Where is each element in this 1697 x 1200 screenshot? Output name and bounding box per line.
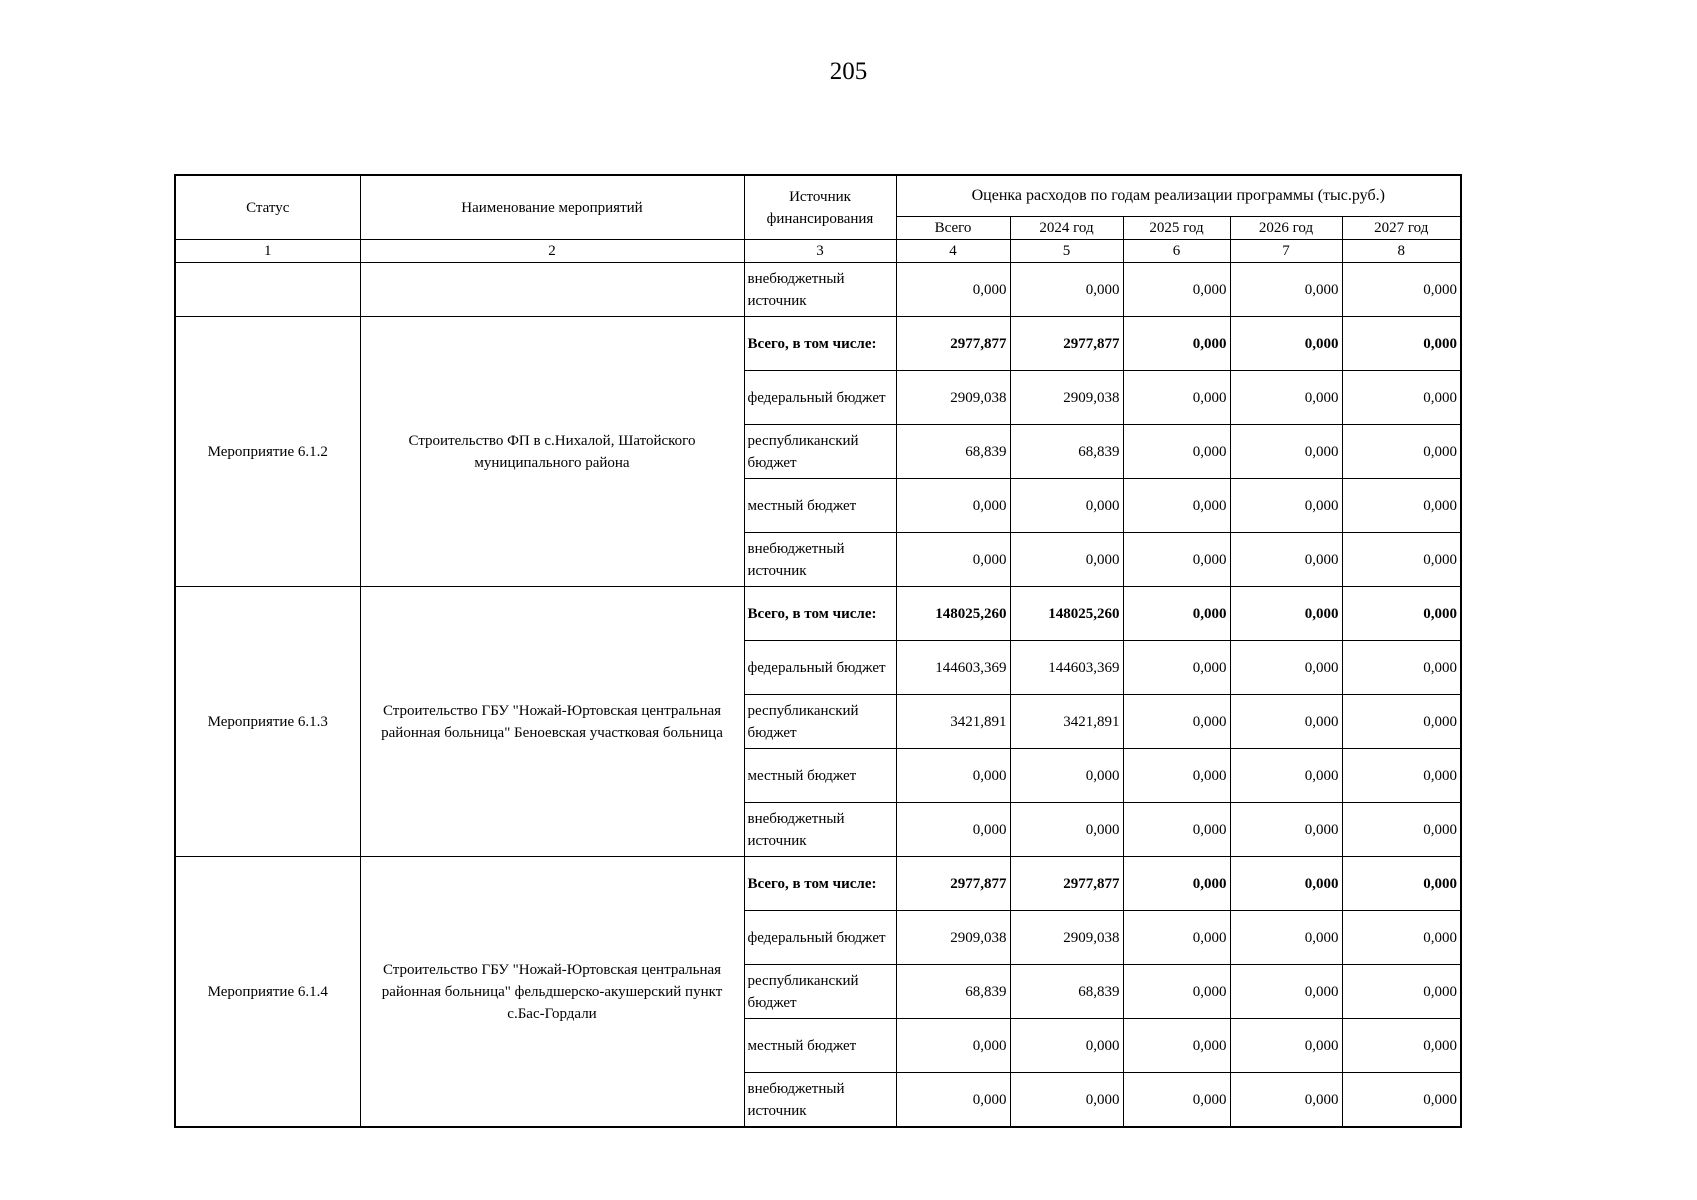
value-cell: 148025,260 [896, 587, 1010, 641]
value-cell: 0,000 [1342, 749, 1461, 803]
value-cell: 0,000 [1342, 263, 1461, 317]
table-row [175, 317, 1461, 371]
status-cell: Мероприятие 6.1.3 [175, 587, 360, 857]
source-cell: Всего, в том числе: [744, 587, 896, 641]
table-row [175, 587, 1461, 641]
value-cell: 0,000 [1123, 857, 1230, 911]
header-2026: 2026 год [1230, 217, 1342, 240]
value-cell: 0,000 [1123, 641, 1230, 695]
value-cell: 0,000 [1342, 317, 1461, 371]
header-status: Статус [175, 175, 360, 240]
value-cell: 0,000 [1230, 641, 1342, 695]
value-cell: 2977,877 [896, 857, 1010, 911]
value-cell: 0,000 [1230, 749, 1342, 803]
name-cell: Строительство ГБУ "Ножай-Юртовская центральная районная больница" фельдшерско-акушерский пункт с.Бас-Гордали [360, 857, 744, 1128]
column-number: 8 [1342, 240, 1461, 263]
value-cell: 148025,260 [1010, 587, 1123, 641]
value-cell: 0,000 [1342, 587, 1461, 641]
status-cell [175, 263, 360, 317]
value-cell: 0,000 [1230, 479, 1342, 533]
budget-table [174, 174, 1462, 1128]
value-cell: 2909,038 [1010, 911, 1123, 965]
value-cell: 0,000 [1342, 533, 1461, 587]
value-cell: 0,000 [1123, 1073, 1230, 1128]
value-cell: 0,000 [1123, 965, 1230, 1019]
name-cell: Строительство ГБУ "Ножай-Юртовская центральная районная больница" Беноевская участковая больница [360, 587, 744, 857]
source-cell: Всего, в том числе: [744, 317, 896, 371]
value-cell: 0,000 [1342, 479, 1461, 533]
value-cell: 68,839 [896, 425, 1010, 479]
column-number: 5 [1010, 240, 1123, 263]
source-cell: республиканский бюджет [744, 965, 896, 1019]
name-cell [360, 263, 744, 317]
header-2025: 2025 год [1123, 217, 1230, 240]
value-cell: 0,000 [1342, 1073, 1461, 1128]
value-cell: 0,000 [1342, 965, 1461, 1019]
source-cell: местный бюджет [744, 1019, 896, 1073]
page-number: 205 [829, 58, 868, 85]
column-number-row [175, 240, 1461, 263]
source-cell: федеральный бюджет [744, 911, 896, 965]
source-cell: федеральный бюджет [744, 371, 896, 425]
value-cell: 0,000 [1342, 425, 1461, 479]
source-cell: внебюджетный источник [744, 533, 896, 587]
value-cell: 2909,038 [1010, 371, 1123, 425]
value-cell: 0,000 [1342, 1019, 1461, 1073]
value-cell: 0,000 [1230, 425, 1342, 479]
value-cell: 0,000 [1230, 587, 1342, 641]
value-cell: 0,000 [896, 263, 1010, 317]
value-cell: 0,000 [1230, 1073, 1342, 1128]
value-cell: 68,839 [896, 965, 1010, 1019]
source-cell: местный бюджет [744, 479, 896, 533]
value-cell: 0,000 [896, 1073, 1010, 1128]
source-cell: внебюджетный источник [744, 803, 896, 857]
header-name: Наименование мероприятий [360, 175, 744, 240]
status-cell: Мероприятие 6.1.2 [175, 317, 360, 587]
value-cell: 0,000 [1342, 857, 1461, 911]
status-cell: Мероприятие 6.1.4 [175, 857, 360, 1128]
header-estimate: Оценка расходов по годам реализации программы (тыс.руб.) [896, 175, 1461, 217]
value-cell: 0,000 [1123, 263, 1230, 317]
value-cell: 0,000 [1123, 911, 1230, 965]
value-cell: 0,000 [896, 803, 1010, 857]
value-cell: 3421,891 [1010, 695, 1123, 749]
value-cell: 0,000 [1010, 803, 1123, 857]
value-cell: 0,000 [1123, 803, 1230, 857]
column-number: 7 [1230, 240, 1342, 263]
value-cell: 0,000 [1342, 695, 1461, 749]
source-cell: внебюджетный источник [744, 1073, 896, 1128]
source-cell: Всего, в том числе: [744, 857, 896, 911]
header-2024: 2024 год [1010, 217, 1123, 240]
value-cell: 2977,877 [1010, 857, 1123, 911]
table-row [175, 857, 1461, 911]
value-cell: 0,000 [1123, 587, 1230, 641]
value-cell: 0,000 [1230, 533, 1342, 587]
name-cell: Строительство ФП в с.Нихалой, Шатойского муниципального района [360, 317, 744, 587]
value-cell: 0,000 [1123, 479, 1230, 533]
value-cell: 0,000 [1010, 749, 1123, 803]
value-cell: 0,000 [896, 479, 1010, 533]
value-cell: 0,000 [1010, 533, 1123, 587]
value-cell: 0,000 [1230, 857, 1342, 911]
header-total: Всего [896, 217, 1010, 240]
value-cell: 0,000 [1230, 803, 1342, 857]
value-cell: 2977,877 [896, 317, 1010, 371]
source-cell: местный бюджет [744, 749, 896, 803]
source-cell: республиканский бюджет [744, 425, 896, 479]
column-number: 1 [175, 240, 360, 263]
value-cell: 0,000 [1230, 695, 1342, 749]
value-cell: 0,000 [1342, 911, 1461, 965]
column-number: 2 [360, 240, 744, 263]
value-cell: 0,000 [896, 1019, 1010, 1073]
column-number: 4 [896, 240, 1010, 263]
value-cell: 68,839 [1010, 965, 1123, 1019]
value-cell: 0,000 [1342, 803, 1461, 857]
value-cell: 0,000 [1010, 263, 1123, 317]
value-cell: 0,000 [1123, 425, 1230, 479]
value-cell: 0,000 [1123, 371, 1230, 425]
value-cell: 2909,038 [896, 911, 1010, 965]
value-cell: 2909,038 [896, 371, 1010, 425]
value-cell: 0,000 [1123, 749, 1230, 803]
value-cell: 144603,369 [1010, 641, 1123, 695]
value-cell: 3421,891 [896, 695, 1010, 749]
value-cell: 0,000 [1123, 1019, 1230, 1073]
header-source: Источник финансирования [744, 175, 896, 240]
value-cell: 0,000 [1010, 1073, 1123, 1128]
value-cell: 144603,369 [896, 641, 1010, 695]
value-cell: 0,000 [1230, 263, 1342, 317]
value-cell: 0,000 [1342, 641, 1461, 695]
value-cell: 0,000 [896, 533, 1010, 587]
value-cell: 0,000 [1123, 317, 1230, 371]
column-number: 3 [744, 240, 896, 263]
table-row [175, 263, 1461, 317]
value-cell: 0,000 [1230, 965, 1342, 1019]
column-number: 6 [1123, 240, 1230, 263]
value-cell: 0,000 [1230, 911, 1342, 965]
value-cell: 0,000 [896, 749, 1010, 803]
source-cell: республиканский бюджет [744, 695, 896, 749]
value-cell: 0,000 [1123, 533, 1230, 587]
value-cell: 0,000 [1230, 1019, 1342, 1073]
value-cell: 0,000 [1010, 479, 1123, 533]
source-cell: федеральный бюджет [744, 641, 896, 695]
value-cell: 0,000 [1010, 1019, 1123, 1073]
value-cell: 68,839 [1010, 425, 1123, 479]
value-cell: 2977,877 [1010, 317, 1123, 371]
value-cell: 0,000 [1230, 371, 1342, 425]
source-cell: внебюджетный источник [744, 263, 896, 317]
value-cell: 0,000 [1342, 371, 1461, 425]
value-cell: 0,000 [1123, 695, 1230, 749]
header-2027: 2027 год [1342, 217, 1461, 240]
value-cell: 0,000 [1230, 317, 1342, 371]
